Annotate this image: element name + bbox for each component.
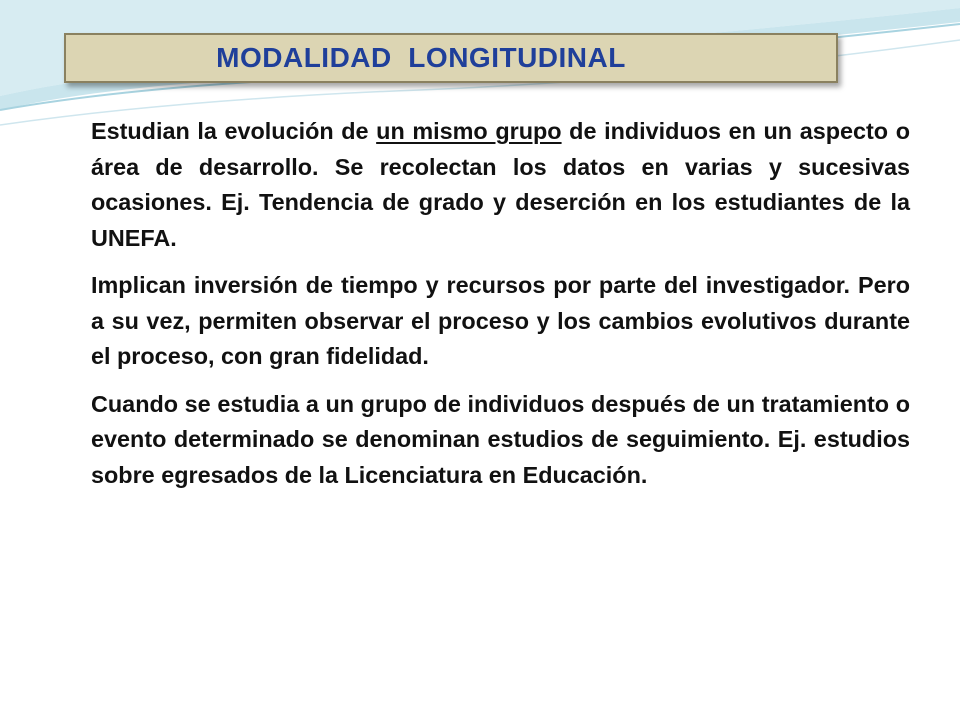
paragraph-1 [91,114,910,256]
paragraph-1-start: Estudian la evolución de [91,118,377,144]
paragraph-1-end: de individuos en un aspecto o área de desarrollo. Se recolectan los datos en varias y sucesivas ocasiones. Ej. Tendencia de grado y deserción en los estudiantes de la UNEFA. [91,118,910,251]
slide-body [91,114,910,505]
paragraph-2: Implican inversión de tiempo y recursos por parte del investigador. Pero a su vez, permiten observar el proceso y los cambios evolutivos durante el proceso, con gran fidelidad. [91,272,910,369]
slide-title: MODALIDAD LONGITUDINAL [216,42,626,73]
title-box [64,33,838,83]
paragraph-3: Cuando se estudia a un grupo de individuos después de un tratamiento o evento determinado se denominan estudios de seguimiento. Ej. estudios sobre egresados de la Licenciatura en Educación. [91,390,910,488]
paragraph-1-underlined: un mismo grupo [376,118,562,144]
